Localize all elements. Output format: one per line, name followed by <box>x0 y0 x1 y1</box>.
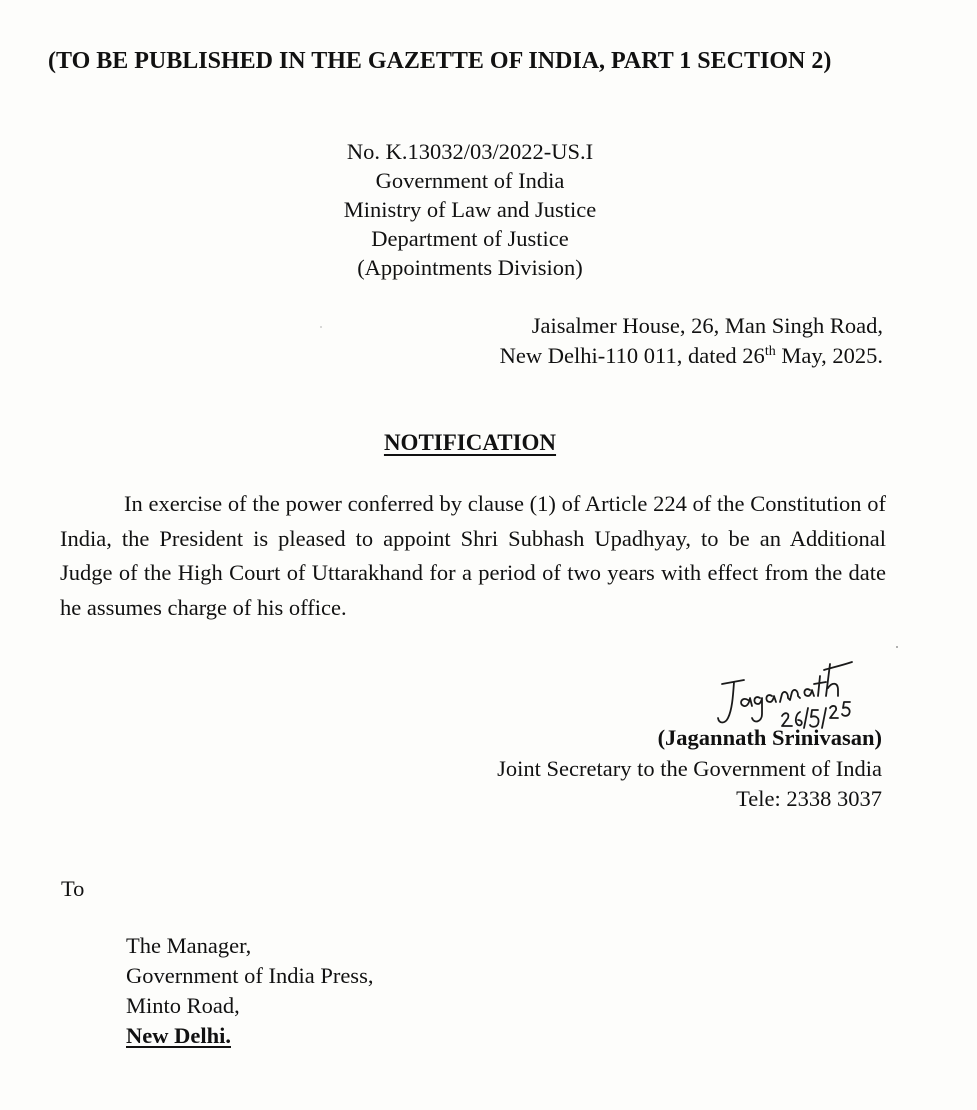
file-number: No. K.13032/03/2022-US.I <box>346 139 594 164</box>
signature-scribble-icon <box>700 652 870 732</box>
addressee-line-3: Minto Road, <box>126 993 240 1018</box>
government-name: Government of India <box>375 168 565 193</box>
address-line-2-prefix: New Delhi-110 011, dated 26 <box>499 343 765 368</box>
paper-speck <box>320 326 322 328</box>
addressee-line-1: The Manager, <box>126 933 252 958</box>
address-line-2 <box>500 341 883 371</box>
to-label: To <box>61 876 85 901</box>
department-name: Department of Justice <box>371 226 569 251</box>
signatory-name: (Jagannath Srinivasan) <box>657 725 882 750</box>
ministry-name: Ministry of Law and Justice <box>343 197 597 222</box>
signatory-block <box>497 723 882 815</box>
notification-body: In exercise of the power conferred by clause (1) of Article 224 of the Constitution of India, the President is pleased to appoint Shri Subhash Upadhyay, to be an Additional Judge of the High Court of Uttarakhand for a period of two years with effect from the date he assumes charge of his office. <box>60 491 886 620</box>
addressee-city: New Delhi. <box>126 1023 231 1048</box>
signatory-designation: Joint Secretary to the Government of India <box>497 755 882 781</box>
handwritten-signature <box>700 652 870 732</box>
office-block <box>300 137 640 282</box>
address-line-2-suffix: May, 2025. <box>775 343 883 368</box>
gazette-header: (TO BE PUBLISHED IN THE GAZETTE OF INDIA, PART 1 SECTION 2) <box>48 48 832 74</box>
notification-title: NOTIFICATION <box>383 430 557 455</box>
signatory-telephone: Tele: 2338 3037 <box>736 786 882 811</box>
addressee-block <box>126 931 373 1051</box>
division-name: (Appointments Division) <box>357 255 583 280</box>
address-line-1: Jaisalmer House, 26, Man Singh Road, <box>531 313 883 338</box>
address-block <box>500 311 883 371</box>
date-ordinal-suffix: th <box>764 344 776 359</box>
addressee-line-2: Government of India Press, <box>126 963 374 988</box>
paper-speck <box>896 646 898 648</box>
